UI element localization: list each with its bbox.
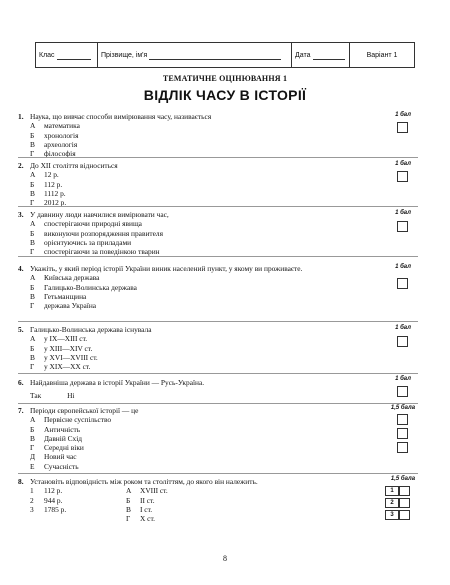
option-b[interactable]: Б 112 р. xyxy=(30,179,63,189)
question-text: Установіть відповідність між роком та століттям, до якого він належить. xyxy=(30,477,258,486)
answer-box[interactable] xyxy=(397,386,408,397)
name-input[interactable] xyxy=(149,50,281,60)
question-number: 3. xyxy=(18,210,24,219)
option-b[interactable]: Б Античність xyxy=(30,424,81,434)
no-option[interactable]: Ні xyxy=(67,391,75,401)
divider xyxy=(18,373,418,374)
option-b[interactable]: Б виконуючи розпорядження правителя xyxy=(30,228,163,238)
option-c[interactable]: В Гетьманщина xyxy=(30,291,87,301)
option-d[interactable]: Г у XIX—XX ст. xyxy=(30,362,91,372)
match-number-1: 1 xyxy=(385,486,399,496)
points-label: 1 бал xyxy=(395,210,411,216)
divider xyxy=(18,256,418,257)
divider xyxy=(18,321,418,322)
answer-box-1[interactable] xyxy=(397,414,408,425)
date-label: Дата xyxy=(295,51,311,59)
points-label: 1 бал xyxy=(395,325,411,331)
option-f[interactable]: Е Сучасність xyxy=(30,461,79,471)
points-label: 1 бал xyxy=(395,376,411,382)
question-text: Галицько-Волинська держава існувала xyxy=(30,325,152,334)
divider xyxy=(18,206,418,207)
year-item: 2 944 р. xyxy=(30,495,63,505)
class-input[interactable] xyxy=(57,50,91,60)
match-answer-box-3[interactable] xyxy=(399,510,410,520)
question-8 xyxy=(18,477,380,523)
option-d[interactable]: Г держава Україна xyxy=(30,301,97,311)
option-a[interactable]: А Первісне суспільство xyxy=(30,415,112,425)
option-d[interactable]: Г спостерігаючи за поведінкою тварин xyxy=(30,247,160,257)
option-a[interactable]: А у IX—XIII ст. xyxy=(30,334,88,344)
question-6 xyxy=(18,378,380,401)
option-a[interactable]: А 12 р. xyxy=(30,170,59,180)
question-1 xyxy=(18,112,380,158)
question-number: 2. xyxy=(18,161,24,170)
answer-box[interactable] xyxy=(397,122,408,133)
option-b[interactable]: Б у XIII—XIV ст. xyxy=(30,343,93,353)
answer-box[interactable] xyxy=(397,278,408,289)
answer-box[interactable] xyxy=(397,171,408,182)
option-d[interactable]: Г Середні віки xyxy=(30,443,84,453)
variant-cell xyxy=(350,43,414,67)
divider xyxy=(18,157,418,158)
centuries-column xyxy=(126,486,222,523)
yes-no-options xyxy=(30,391,380,400)
match-answer-box-1[interactable] xyxy=(399,486,410,496)
points-label: 1 бал xyxy=(395,112,411,118)
question-text: Наука, що вивчає способи вимірювання часу, називається xyxy=(30,112,212,121)
answer-box[interactable] xyxy=(397,221,408,232)
question-4 xyxy=(18,264,380,310)
yes-option[interactable]: Так xyxy=(30,391,42,401)
answer-box-3[interactable] xyxy=(397,442,408,453)
years-column xyxy=(30,486,126,523)
points-label: 1,5 бала xyxy=(390,405,416,411)
option-d[interactable]: Г філософія xyxy=(30,149,76,159)
option-a[interactable]: А математика xyxy=(30,121,80,131)
option-a[interactable]: А спостерігаючи природні явища xyxy=(30,219,142,229)
question-7 xyxy=(18,406,380,471)
answer-box[interactable] xyxy=(397,336,408,347)
assessment-subtitle: ТЕМАТИЧНЕ ОЦІНЮВАННЯ 1 xyxy=(162,74,288,83)
option-b[interactable]: Б Галицько-Волинська держава xyxy=(30,282,137,292)
century-item: Г X ст. xyxy=(126,514,155,524)
year-item: 1 112 р. xyxy=(30,486,63,496)
option-c[interactable]: В у XVI—XVIII ст. xyxy=(30,352,98,362)
variant-label: Варіант 1 xyxy=(366,51,398,59)
date-input[interactable] xyxy=(313,50,345,60)
option-c[interactable]: В археологія xyxy=(30,139,78,149)
page-number: 8 xyxy=(223,554,227,563)
points-label: 1 бал xyxy=(395,264,411,270)
question-text: До XII століття відноситься xyxy=(30,161,118,170)
question-number: 7. xyxy=(18,406,24,415)
student-info-form xyxy=(35,42,415,68)
question-3 xyxy=(18,210,380,256)
question-text: Найдавніша держава в історії України — Русь-Україна. xyxy=(30,378,205,387)
question-text: Укажіть, у який період історії України виник населений пункт, у якому ви проживаєте. xyxy=(30,264,303,273)
question-number: 6. xyxy=(18,378,24,387)
year-item: 3 1785 р. xyxy=(30,504,67,514)
question-text: У давнину люди навчилися вимірювати час, xyxy=(30,210,169,219)
option-c[interactable]: В 1112 р. xyxy=(30,188,66,198)
century-item: В I ст. xyxy=(126,504,153,514)
question-number: 4. xyxy=(18,264,24,273)
question-number: 1. xyxy=(18,112,24,121)
match-answer-box-2[interactable] xyxy=(399,498,410,508)
matching-columns xyxy=(30,486,380,523)
date-field-cell xyxy=(292,43,350,67)
answer-box-2[interactable] xyxy=(397,428,408,439)
question-number: 5. xyxy=(18,325,24,334)
match-number-3: 3 xyxy=(385,510,399,520)
class-field-cell xyxy=(36,43,98,67)
question-2 xyxy=(18,161,380,207)
option-a[interactable]: А Київська держава xyxy=(30,273,100,283)
divider xyxy=(18,403,418,404)
name-label: Прізвище, ім'я xyxy=(101,51,148,59)
option-b[interactable]: Б хронологія xyxy=(30,130,79,140)
page-title: ВІДЛІК ЧАСУ В ІСТОРІЇ xyxy=(143,87,307,103)
divider xyxy=(18,473,418,474)
match-number-2: 2 xyxy=(385,498,399,508)
century-item: Б II ст. xyxy=(126,495,155,505)
points-label: 1,5 бала xyxy=(390,476,416,482)
question-5 xyxy=(18,325,380,371)
option-c[interactable]: В Давній Схід xyxy=(30,433,83,443)
century-item: А XVIII ст. xyxy=(126,486,168,496)
points-label: 1 бал xyxy=(395,161,411,167)
option-c[interactable]: В орієнтуючись за приладами xyxy=(30,237,132,247)
question-text: Періоди європейської історії — це xyxy=(30,406,139,415)
option-e[interactable]: Д Новий час xyxy=(30,452,77,462)
question-number: 8. xyxy=(18,477,24,486)
name-field-cell xyxy=(98,43,292,67)
class-label: Клас xyxy=(39,51,55,59)
option-d[interactable]: Г 2012 р. xyxy=(30,198,67,208)
